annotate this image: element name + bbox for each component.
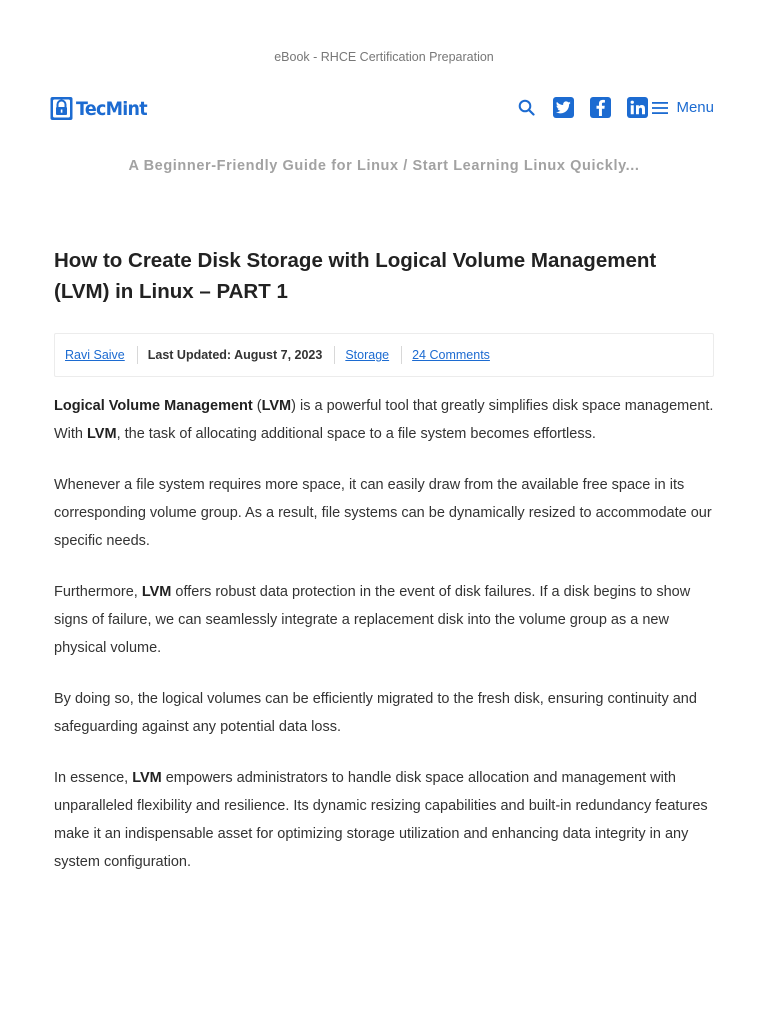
meta-updated: Last Updated: August 7, 2023 xyxy=(137,346,335,364)
author-link[interactable]: Ravi Saive xyxy=(65,348,125,362)
article-body xyxy=(54,392,716,899)
category-link[interactable]: Storage xyxy=(345,348,390,362)
ebook-link[interactable]: eBook - RHCE Certification Preparation xyxy=(274,50,494,64)
paragraph: Furthermore, LVM offers robust data protection in the event of disk failures. If a disk begins to show signs of failure, we can seamlessly integrate a replacement disk into the volume group as a new physical volume. xyxy=(54,584,691,656)
linkedin-icon[interactable] xyxy=(627,97,648,118)
logo-text: TecMint xyxy=(76,97,147,120)
paragraph: Whenever a file system requires more space, it can easily draw from the available free space in its corresponding volume group. As a result, file systems can be dynamically resized to accommodate our specific needs. xyxy=(54,477,712,549)
meta-comments xyxy=(401,346,502,364)
site-logo[interactable] xyxy=(50,96,153,121)
tecmint-logo-icon xyxy=(50,96,73,121)
article-title: How to Create Disk Storage with Logical Volume Management (LVM) in Linux – PART 1 xyxy=(54,249,657,303)
menu-button[interactable] xyxy=(652,99,714,116)
facebook-icon[interactable] xyxy=(590,97,611,118)
comments-link[interactable]: 24 Comments xyxy=(412,348,490,362)
site-tagline: A Beginner-Friendly Guide for Linux / Start Learning Linux Quickly... xyxy=(128,158,640,174)
hamburger-icon xyxy=(652,102,668,114)
top-promo-bar xyxy=(0,50,768,64)
menu-label: Menu xyxy=(676,99,714,116)
site-header xyxy=(50,94,714,126)
meta-author xyxy=(55,346,137,364)
twitter-icon[interactable] xyxy=(553,97,574,118)
article-meta-bar xyxy=(54,333,714,377)
meta-category xyxy=(334,346,401,364)
search-icon[interactable] xyxy=(516,98,536,118)
paragraph: By doing so, the logical volumes can be efficiently migrated to the fresh disk, ensuring continuity and safeguarding against any potential data loss. xyxy=(54,691,697,735)
header-actions xyxy=(516,97,714,118)
paragraph: Logical Volume Management (LVM) is a powerful tool that greatly simplifies disk space management. With LVM, the task of allocating additional space to a file system becomes effortless. xyxy=(54,398,714,442)
paragraph: In essence, LVM empowers administrators to handle disk space allocation and management with unparalleled flexibility and resilience. Its dynamic resizing capabilities and built-in redundancy features make it an indispensable asset for optimizing storage utilization and enhancing data integrity in any system configuration. xyxy=(54,770,708,870)
